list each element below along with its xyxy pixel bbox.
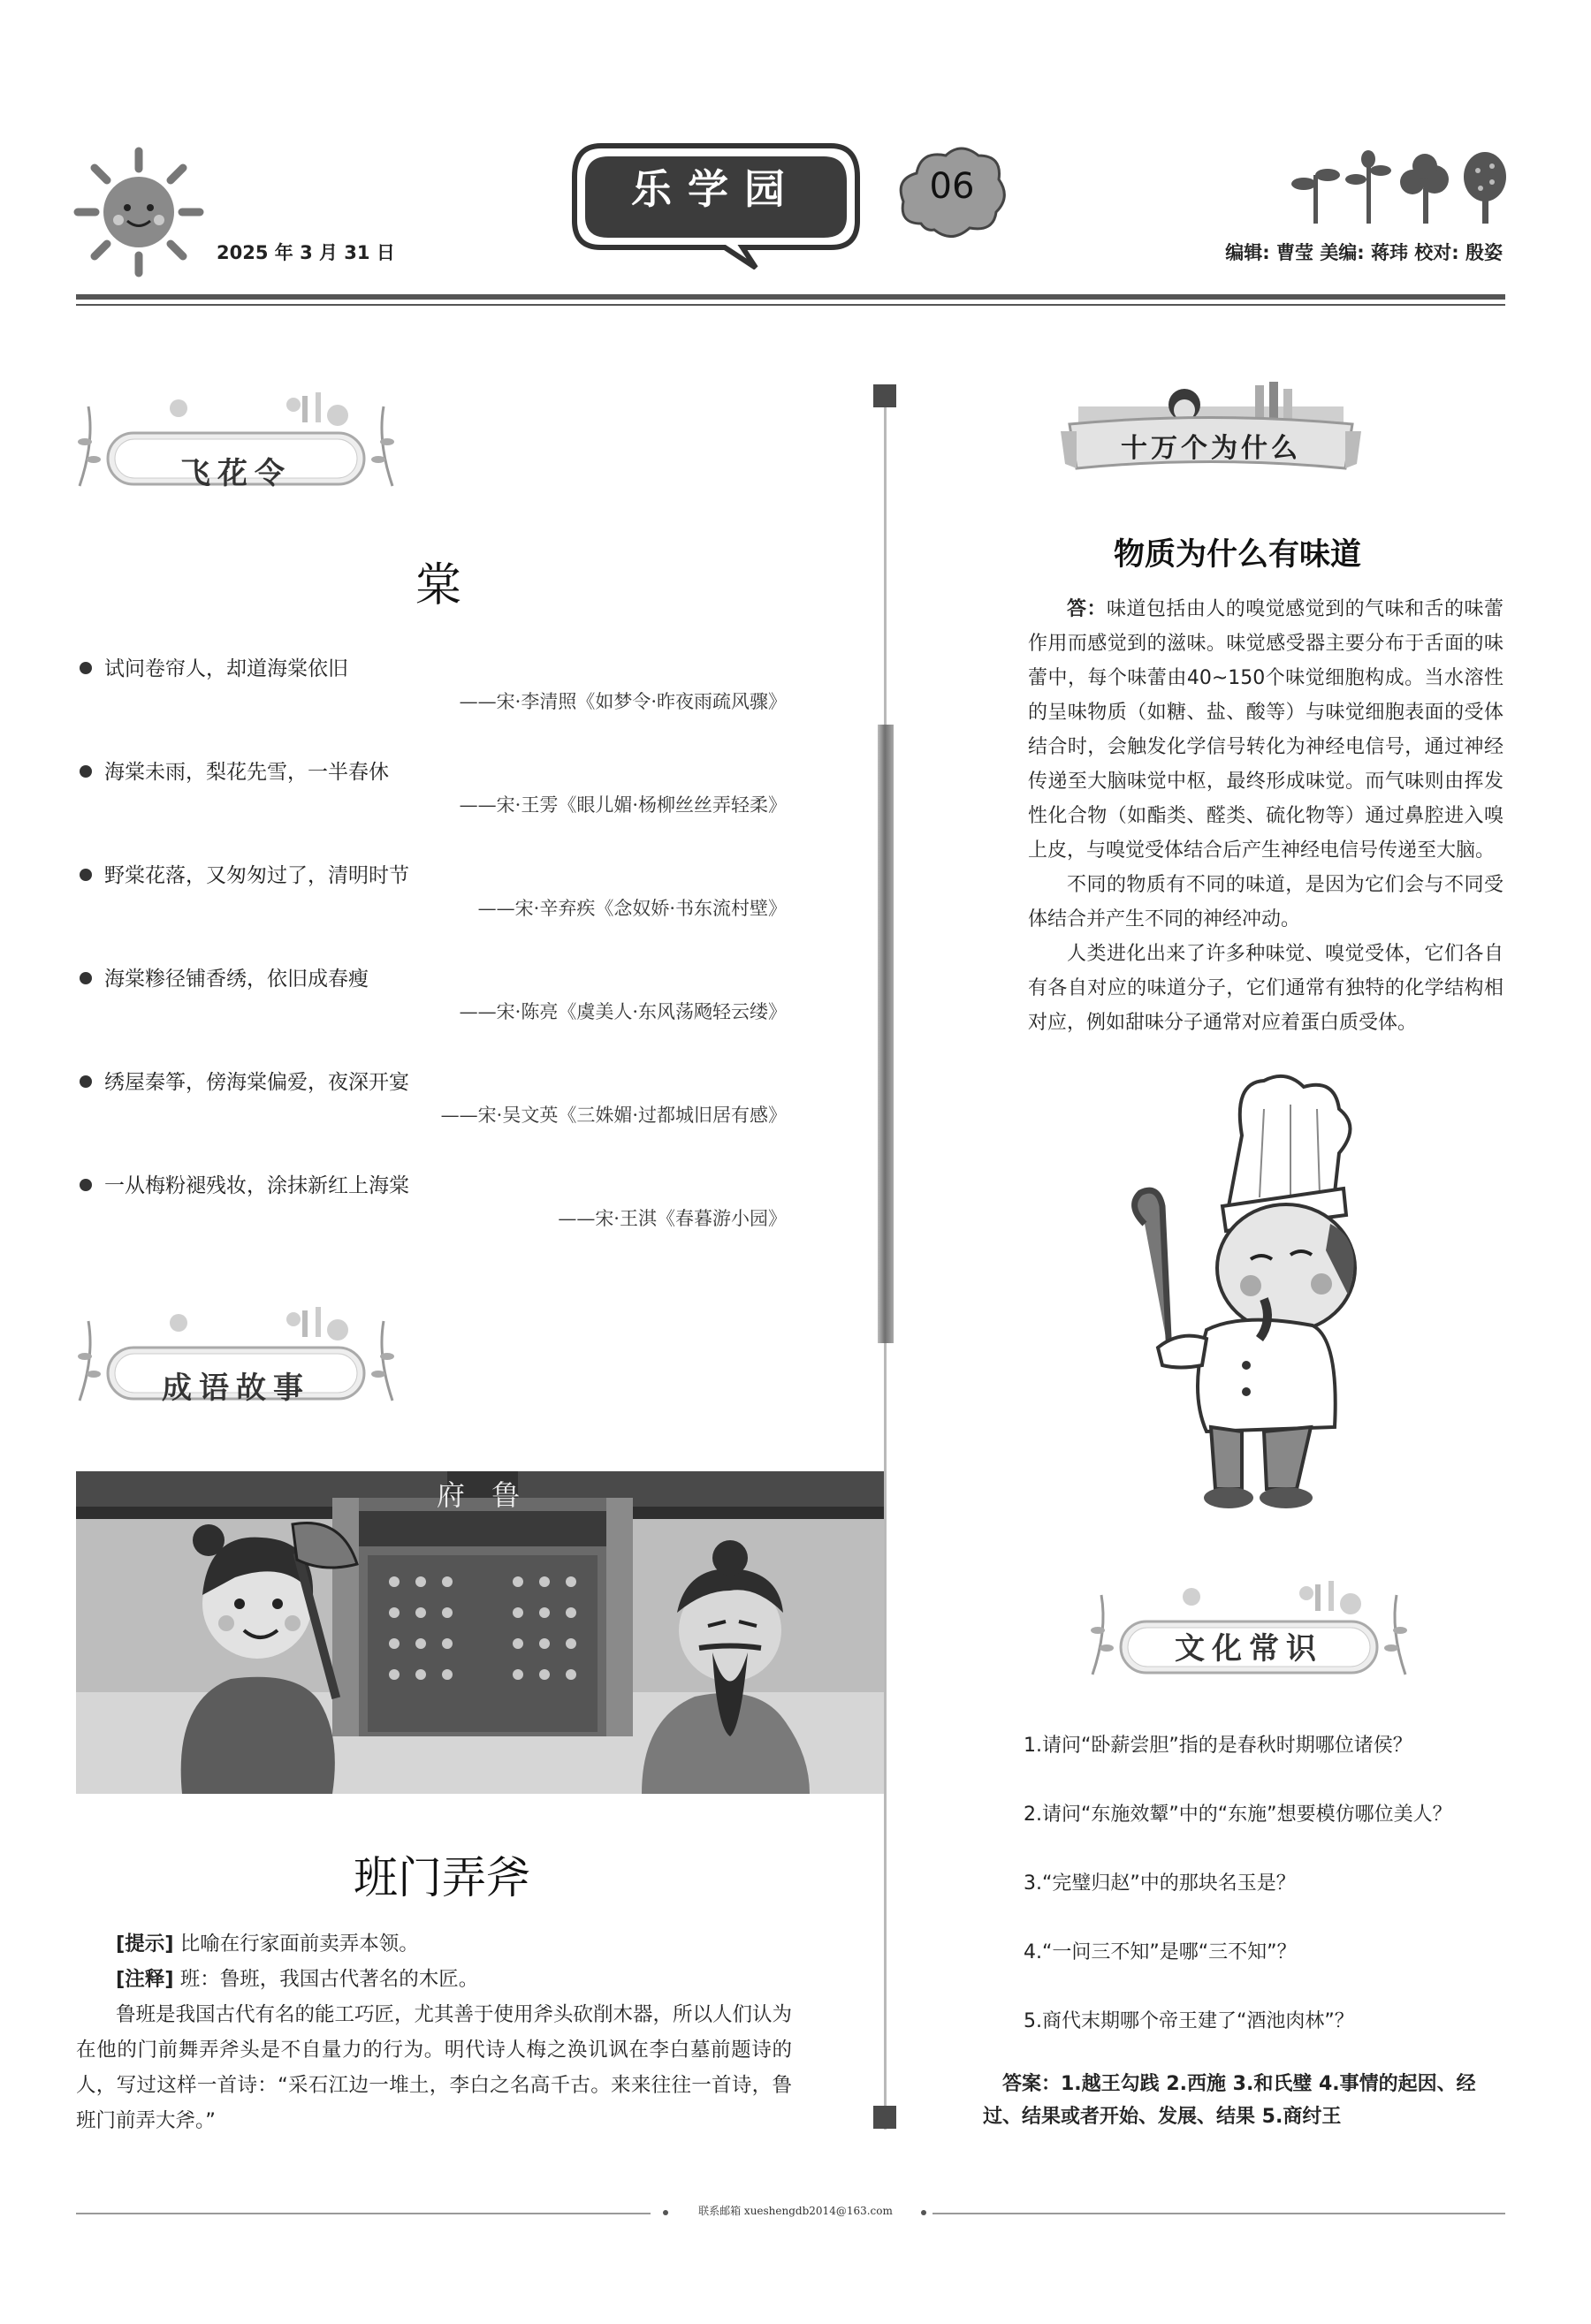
sun-icon [72,146,205,278]
idiom-story: 鲁班是我国古代有名的能工巧匠，尤其善于使用斧头砍削木器，所以人们认为在他的门前舞弄斧头是不自量力的行为。明代诗人梅之涣讥讽在李白墓前题诗的人，写过这样一首诗：“采石江边一堆土，李白之名高千古。来来往往一首诗，鲁班门前弄大斧。” [76,2003,793,2132]
science-text [1028,592,1503,1040]
science-paragraph-1: 味道包括由人的嗅觉感觉到的气味和舌的味蕾作用而感觉到的滋味。味觉感受器主要分布于舌面的味蕾中，每个味蕾由40~150个味觉细胞构成。当水溶性的呈味物质（如糖、盐、酸等）与味觉细胞表面的受体结合时，会触发化学信号转化为神经电信号，通过神经传递至大脑味觉中枢，最终形成味觉。而气味则由挥发性化合物（如酯类、醛类、硫化物等）通过鼻腔进入嗅上皮，与嗅觉受体结合后产生神经电信号传递至大脑。 [1028,598,1503,862]
science-title: 物质为什么有味道 [1113,537,1361,573]
poem-source: ——宋·陈亮《虞美人·东风荡飏轻云缕》 [459,1001,787,1022]
trees-icon [1290,148,1511,228]
science-paragraph-2: 不同的物质有不同的味道，是因为它们会与不同受体结合并产生不同的神经冲动。 [1028,874,1503,930]
header-rule-thin [76,304,1505,306]
idiom-text [76,1926,792,2138]
poem-line: 一从梅粉褪残妆，涂抹新红上海棠 [80,1169,409,1198]
issue-date: 2025 年 3 月 31 日 [217,242,395,263]
feihua-character: 棠 [415,559,462,612]
quiz-question: 2.请问“东施效颦”中的“东施”想要模仿哪位美人？ [1024,1804,1452,1826]
note-label: [注释] [116,1968,174,1991]
column-divider-band [878,725,894,1343]
answer-label: 答： [1067,598,1107,620]
divider-top-square [873,384,896,407]
culture-banner-label: 文化常识 [1175,1631,1323,1667]
mansion-sign: 府 鲁 [436,1478,529,1512]
quiz-question: 5.商代末期哪个帝王建了“酒池肉林”？ [1024,2010,1354,2032]
quiz-answers: 答案：1.越王勾践 2.西施 3.和氏璧 4.事情的起因、经过、结果或者开始、发展、结果 5.商纣王 [983,2073,1476,2128]
poem-source: ——宋·辛弃疾《念奴娇·书东流村壁》 [477,898,787,919]
poem-source: ——宋·李清照《如梦令·昨夜雨疏风骤》 [459,691,787,712]
header-rule [76,294,1505,300]
science-paragraph-3: 人类进化出来了许多种味觉、嗅觉受体，它们各自有各自对应的味道分子，它们通常有独特的化学结构相对应，例如甜味分子通常对应着蛋白质受体。 [1028,943,1503,1034]
page-number: 06 [929,166,975,207]
poem-source: ——宋·吴文英《三姝媚·过都城旧居有感》 [440,1105,787,1126]
poem-line: 绣屋秦筝，傍海棠偏爱，夜深开宴 [80,1066,409,1095]
quiz-question: 1.请问“卧薪尝胆”指的是春秋时期哪位诸侯？ [1024,1735,1412,1757]
feihua-banner-label: 飞花令 [180,456,292,491]
poem-line: 海棠未雨，梨花先雪，一半春休 [80,756,389,785]
chef-illustration [1109,1074,1374,1515]
divider-bottom-square [873,2106,896,2129]
footer-contact: 联系邮箱 xueshengdb2014@163.com [698,2205,893,2217]
page-title: 乐学园 [631,165,801,213]
poem-line: 试问卷帘人，却道海棠依旧 [80,652,348,681]
lu-ban-scene [76,1471,884,1794]
idiom-title: 班门弄斧 [354,1852,530,1903]
idiom-illustration [76,1471,884,1794]
science-banner-label: 十万个为什么 [1121,433,1301,464]
editorial-staff: 编辑: 曹莹 美编: 蒋玮 校对: 殷姿 [1225,242,1503,263]
quiz-question: 4.“一问三不知”是哪“三不知”？ [1024,1941,1297,1963]
hint-label: [提示] [116,1933,174,1956]
hint-text: 比喻在行家面前卖弄本领。 [179,1933,419,1956]
idiom-banner-label: 成语故事 [162,1371,310,1406]
quiz-question: 3.“完璧归赵”中的那块名玉是？ [1024,1872,1296,1895]
note-text: 班：鲁班，我国古代著名的木匠。 [179,1968,479,1991]
poem-line: 海棠糁径铺香绣，依旧成春瘦 [80,962,369,991]
poem-source: ——宋·王雱《眼儿媚·杨柳丝丝弄轻柔》 [459,794,787,816]
poem-source: ——宋·王淇《春暮游小园》 [558,1208,787,1229]
poem-line: 野棠花落，又匆匆过了，清明时节 [80,859,409,888]
